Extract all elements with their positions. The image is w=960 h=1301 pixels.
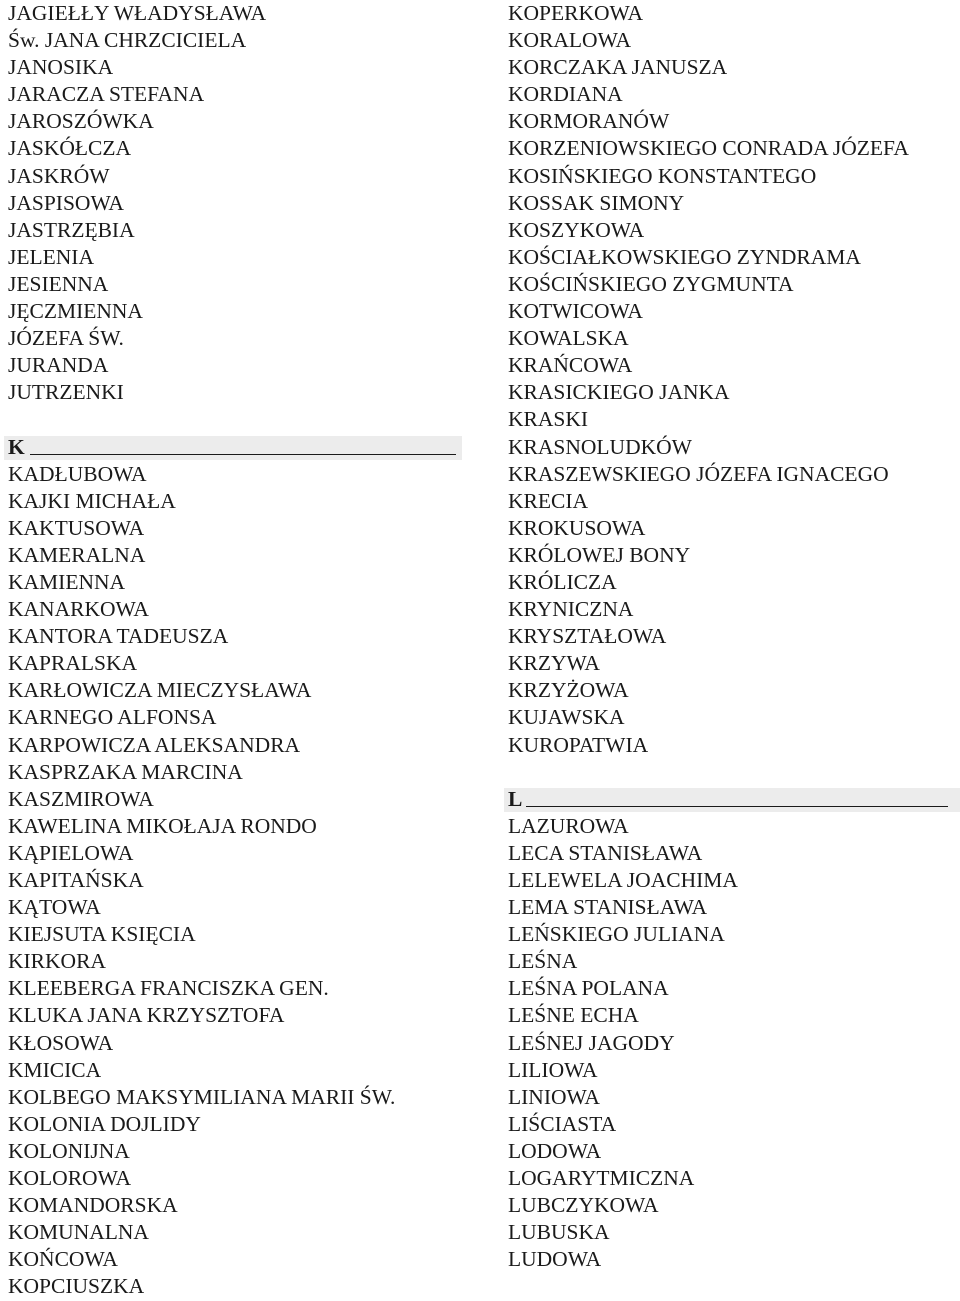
street-name-entry: Św. JANA CHRZCICIELA — [8, 28, 247, 53]
street-name-entry: JASKÓŁCZA — [8, 136, 132, 161]
street-name-entry: KORCZAKA JANUSZA — [508, 55, 728, 80]
street-name-entry: LUBCZYKOWA — [508, 1193, 659, 1218]
street-name-entry: KOMUNALNA — [8, 1220, 149, 1245]
street-name-entry: KRYSZTAŁOWA — [508, 624, 667, 649]
left-column — [8, 0, 458, 1301]
street-name-entry: KLEEBERGA FRANCISZKA GEN. — [8, 976, 329, 1001]
street-name-entry: LELEWELA JOACHIMA — [508, 868, 738, 892]
street-name-entry: KOŚCIŃSKIEGO ZYGMUNTA — [508, 271, 794, 296]
street-name-entry: KOSIŃSKIEGO KONSTANTEGO — [508, 163, 817, 188]
section-underline — [30, 454, 456, 455]
street-name-entry: KORDIANA — [508, 82, 623, 107]
street-name-entry: JAROSZÓWKA — [8, 109, 154, 134]
street-name-entry: KRASZEWSKIEGO JÓZEFA IGNACEGO — [508, 461, 889, 486]
street-name-entry: KUROPATWIA — [508, 732, 649, 757]
street-name-entry: KOLONIJNA — [8, 1138, 130, 1163]
street-name-entry: KARPOWICZA ALEKSANDRA — [8, 732, 301, 757]
street-name-entry: KOLBEGO MAKSYMILIANA MARII ŚW. — [8, 1084, 396, 1109]
street-name-entry: KANTORA TADEUSZA — [8, 624, 229, 649]
street-name-entry: JÓZEFA ŚW. — [8, 326, 124, 351]
street-name-entry: KORMORANÓW — [508, 109, 670, 134]
street-name-entry: LEŚNE ECHA — [508, 1003, 639, 1028]
street-name-entry: KADŁUBOWA — [8, 461, 147, 486]
street-name-entry: LEŚNA — [508, 949, 578, 974]
street-name-entry: LODOWA — [508, 1138, 602, 1163]
street-name-entry: LEŚNA POLANA — [508, 976, 669, 1001]
section-header — [508, 786, 958, 813]
street-name-entry: KOWALSKA — [508, 326, 629, 351]
section-letter: L — [508, 786, 523, 811]
street-name-entry: KARŁOWICZA MIECZYSŁAWA — [8, 678, 312, 703]
street-name-entry: KĄTOWA — [8, 895, 101, 920]
street-name-entry: KUJAWSKA — [508, 705, 625, 730]
street-name-entry: KANARKOWA — [8, 597, 149, 622]
street-name-entry: JĘCZMIENNA — [8, 299, 143, 324]
street-name-entry: JASPISOWA — [8, 190, 124, 215]
street-name-entry: KRECIA — [508, 488, 589, 513]
street-name-entry: JUTRZENKI — [8, 380, 124, 405]
street-name-entry: KIEJSUTA KSIĘCIA — [8, 922, 196, 947]
street-name-entry: KOSSAK SIMONY — [508, 190, 685, 215]
street-name-entry: KĄPIELOWA — [8, 840, 134, 865]
street-name-entry: KRASICKIEGO JANKA — [508, 380, 730, 405]
street-name-entry: KRZYWA — [508, 651, 600, 676]
street-name-entry: KOPCIUSZKA — [8, 1274, 145, 1299]
section-spacer — [8, 406, 458, 433]
section-header-shading — [504, 788, 960, 812]
street-name-entry: LUBUSKA — [508, 1220, 610, 1245]
street-name-entry: KAWELINA MIKOŁAJA RONDO — [8, 813, 317, 838]
street-name-entry: JURANDA — [8, 353, 109, 378]
section-header-shading — [4, 436, 462, 460]
street-name-entry: LUDOWA — [508, 1247, 602, 1272]
section-letter: K — [8, 434, 25, 459]
street-name-entry: KRAŃCOWA — [508, 353, 633, 378]
street-name-entry: KOLONIA DOJLIDY — [8, 1111, 201, 1136]
street-name-entry: KARNEGO ALFONSA — [8, 705, 217, 730]
street-name-entry: KŁOSOWA — [8, 1030, 114, 1055]
street-name-entry: KOSZYKOWA — [508, 217, 645, 242]
street-name-entry: LEŃSKIEGO JULIANA — [508, 922, 725, 947]
section-underline — [526, 806, 948, 807]
street-name-entry: LILIOWA — [508, 1057, 598, 1082]
street-name-entry: KRÓLICZA — [508, 569, 617, 594]
street-name-entry: JASTRZĘBIA — [8, 217, 135, 242]
street-name-entry: LAZUROWA — [508, 813, 629, 838]
street-name-entry: LIŚCIASTA — [508, 1111, 617, 1136]
street-name-entry: KRZYŻOWA — [508, 678, 629, 703]
street-name-entry: KOTWICOWA — [508, 299, 643, 324]
street-name-entry: KOŃCOWA — [8, 1247, 118, 1272]
street-name-entry: LEMA STANISŁAWA — [508, 895, 708, 920]
right-column — [508, 0, 958, 1273]
street-name-entry: KRÓLOWEJ BONY — [508, 542, 691, 567]
street-name-entry: KMICICA — [8, 1057, 102, 1082]
street-name-entry: KAMIENNA — [8, 569, 126, 594]
street-name-entry: KRASKI — [508, 407, 589, 432]
street-name-entry: KAJKI MICHAŁA — [8, 488, 176, 513]
street-name-entry: JANOSIKA — [8, 55, 114, 80]
street-name-entry: JARACZA STEFANA — [8, 82, 205, 107]
street-name-entry: LEŚNEJ JAGODY — [508, 1030, 675, 1055]
street-name-entry: KAPRALSKA — [8, 651, 138, 676]
street-name-entry: JESIENNA — [8, 271, 109, 296]
street-name-entry: KOLOROWA — [8, 1166, 132, 1191]
street-name-entry: KORALOWA — [508, 28, 632, 53]
street-name-entry: KORZENIOWSKIEGO CONRADA JÓZEFA — [508, 136, 909, 161]
street-name-entry: KOPERKOWA — [508, 1, 643, 25]
street-name-entry: KROKUSOWA — [508, 515, 646, 540]
section-header — [8, 434, 458, 461]
street-name-entry: JAGIEŁŁY WŁADYSŁAWA — [8, 1, 267, 25]
street-name-entry: KLUKA JANA KRZYSZTOFA — [8, 1003, 285, 1028]
street-name-entry: KOMANDORSKA — [8, 1193, 178, 1218]
street-name-entry: LECA STANISŁAWA — [508, 840, 703, 865]
street-name-entry: KRASNOLUDKÓW — [508, 434, 692, 459]
street-name-entry: KASZMIROWA — [8, 786, 154, 811]
street-name-entry: KAKTUSOWA — [8, 515, 145, 540]
street-name-entry: JASKRÓW — [8, 163, 110, 188]
street-name-entry: LINIOWA — [508, 1084, 600, 1109]
street-name-entry: KAPITAŃSKA — [8, 868, 144, 892]
street-name-entry: KIRKORA — [8, 949, 106, 974]
street-name-entry: KASPRZAKA MARCINA — [8, 759, 243, 784]
section-spacer — [508, 759, 958, 786]
street-name-entry: JELENIA — [8, 244, 94, 269]
street-name-entry: LOGARYTMICZNA — [508, 1166, 695, 1191]
street-name-entry: KRYNICZNA — [508, 597, 634, 622]
street-name-entry: KAMERALNA — [8, 542, 146, 567]
street-name-entry: KOŚCIAŁKOWSKIEGO ZYNDRAMA — [508, 244, 861, 269]
